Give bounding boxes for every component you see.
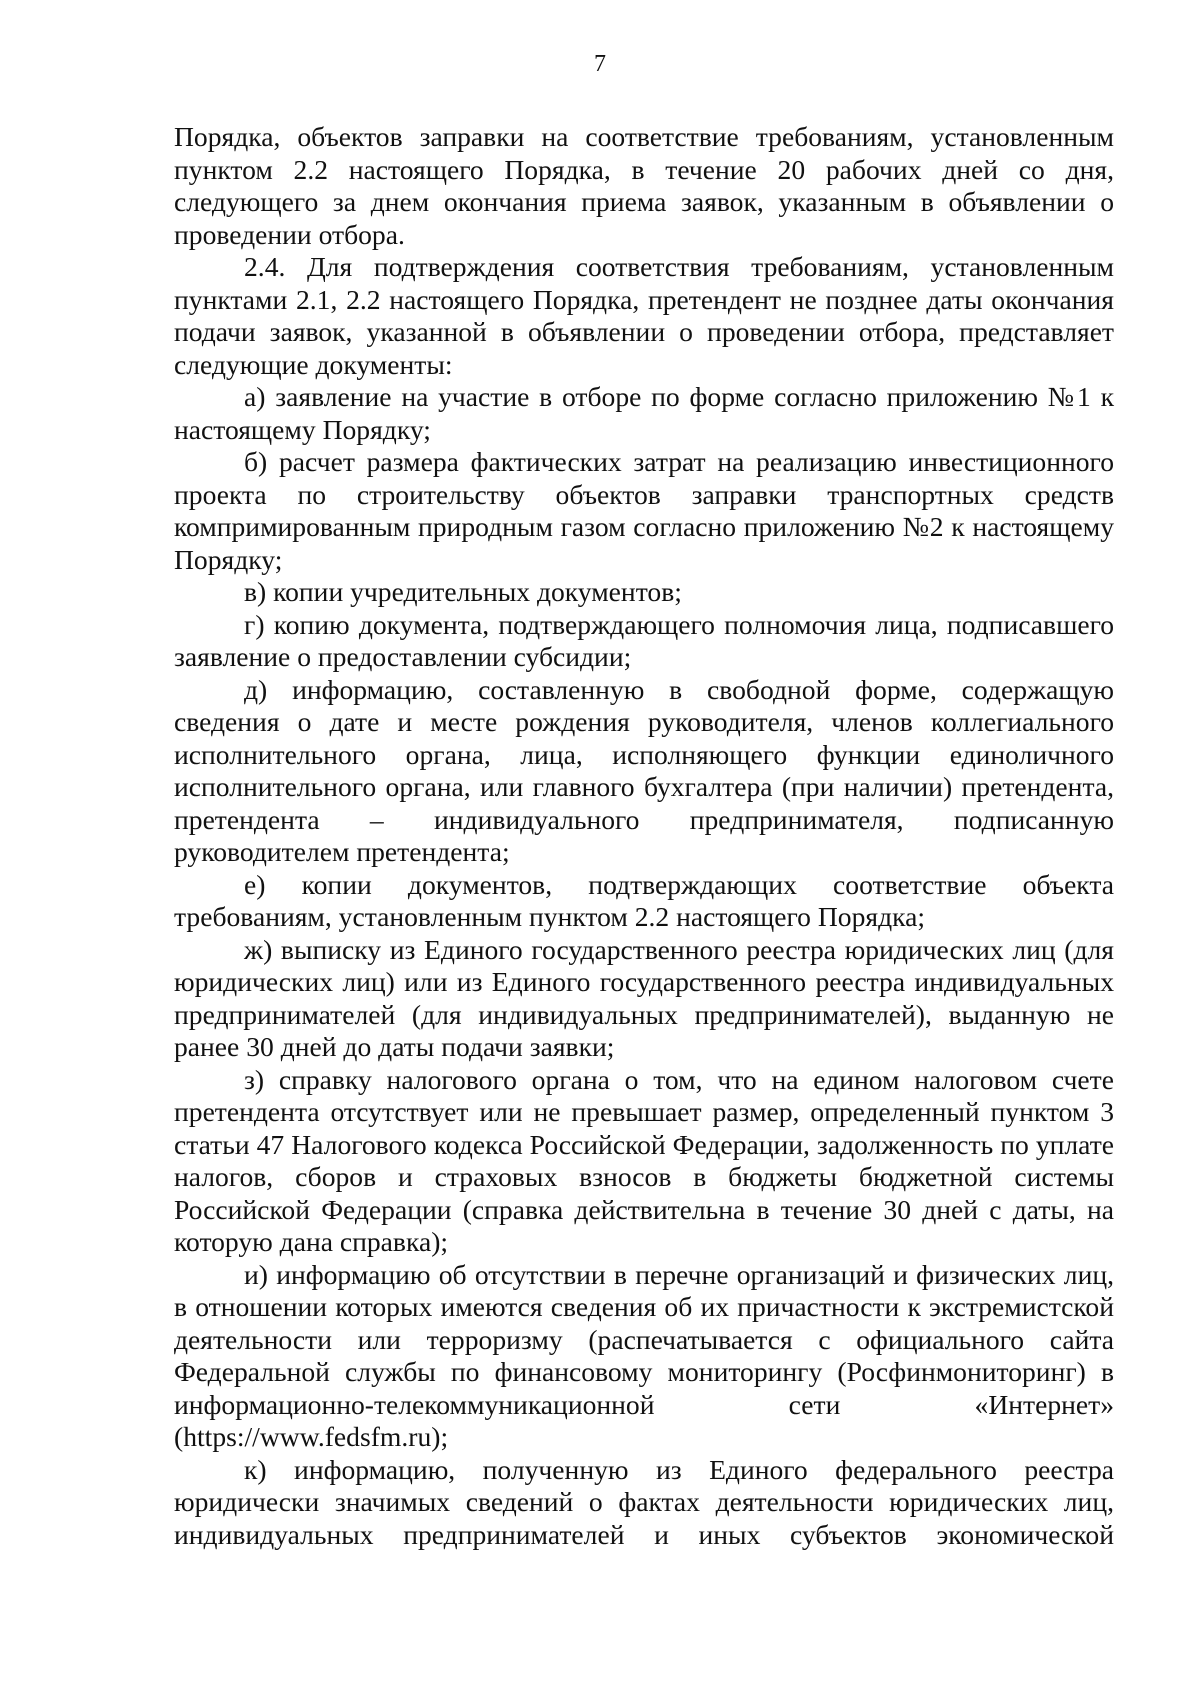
list-item-g: г) копию документа, подтверждающего полномочия лица, подписавшего заявление о предоставлении субсидии; — [174, 608, 1114, 672]
document-body — [174, 121, 1114, 1551]
list-item-b: б) расчет размера фактических затрат на реализацию инвестиционного проекта по строительству объектов заправки транспортных средств компримированным природным газом согласно приложению №2 к настоящему Порядку; — [174, 446, 1114, 575]
list-item-i: и) информацию об отсутствии в перечне организаций и физических лиц, в отношении которых имеются сведения об их причастности к экстремистской деятельности или терроризму (распечатывается с официального сайта Федеральной службы по финансовому мониторингу (Росфинмониторинг) в информационно-телекоммуникационной сети «Интернет» (https://www.fedsfm.ru); — [174, 1258, 1114, 1452]
list-item-zh: ж) выписку из Единого государственного реестра юридических лиц (для юридических лиц) или из Единого государственного реестра индивидуальных предпринимателей (для индивидуальных предпринимателей), выданную не ранее 30 дней до даты подачи заявки; — [174, 933, 1114, 1062]
list-item-k: к) информацию, полученную из Единого федерального реестра юридически значимых сведений о фактах деятельности юридических лиц, индивидуальных предпринимателей и иных субъектов экономической — [174, 1453, 1114, 1550]
list-item-a: а) заявление на участие в отборе по форме согласно приложению №1 к настоящему Порядку; — [174, 381, 1114, 445]
list-item-d: д) информацию, составленную в свободной форме, содержащую сведения о дате и месте рождения руководителя, членов коллегиального исполнительного органа, лица, исполняющего функции единоличного исполнительного органа, или главного бухгалтера (при наличии) претендента, претендента – индивидуального предпринимателя, подписанную руководителем претендента; — [174, 673, 1114, 867]
paragraph-2-4: 2.4. Для подтверждения соответствия требованиям, установленным пунктами 2.1, 2.2 настоящего Порядка, претендент не позднее даты окончания подачи заявок, указанной в объявлении о проведении отбора, представляет следующие документы: — [174, 251, 1114, 380]
list-item-v: в) копии учредительных документов; — [244, 576, 682, 607]
list-item-z: з) справку налогового органа о том, что на едином налоговом счете претендента отсутствует или не превышает размер, определенный пунктом 3 статьи 47 Налогового кодекса Российской Федерации, задолженность по уплате налогов, сборов и страховых взносов в бюджеты бюджетной системы Российской Федерации (справка действительна в течение 30 дней с даты, на которую дана справка); — [174, 1063, 1114, 1257]
paragraph-continuation: Порядка, объектов заправки на соответствие требованиям, установленным пунктом 2.2 настоящего Порядка, в течение 20 рабочих дней со дня, следующего за днем окончания приема заявок, указанным в объявлении о проведении отбора. — [174, 121, 1114, 250]
list-item-e: е) копии документов, подтверждающих соответствие объекта требованиям, установленным пунктом 2.2 настоящего Порядка; — [174, 868, 1114, 932]
page-number: 7 — [594, 51, 606, 77]
